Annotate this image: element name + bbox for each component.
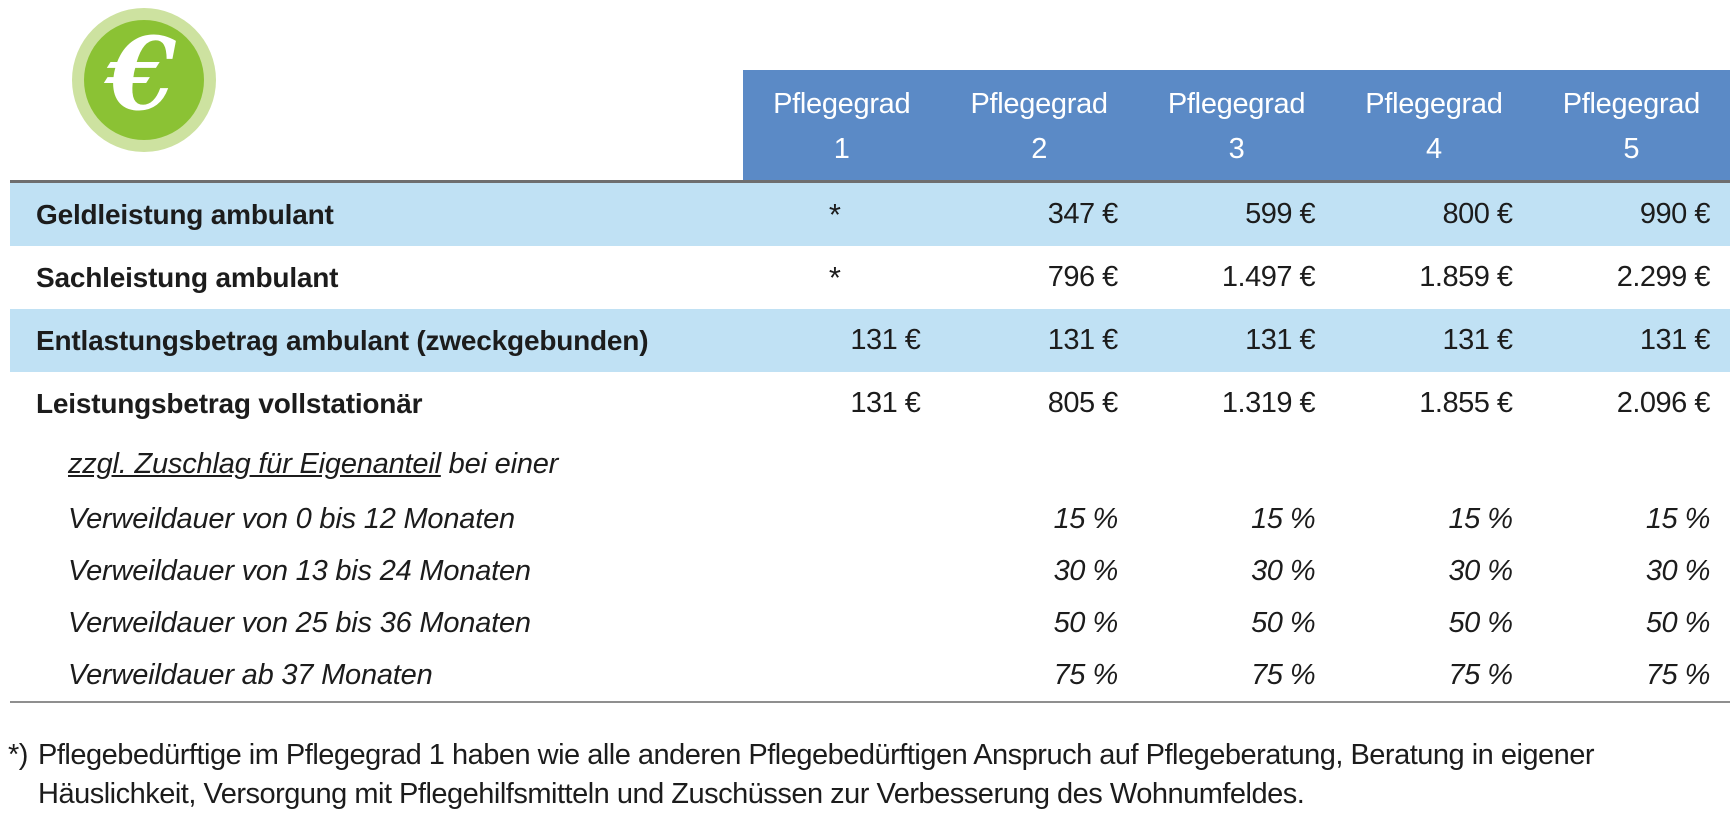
value-cell: 30 %: [1251, 554, 1316, 587]
value-cell: 131 €: [1047, 324, 1118, 356]
header-col-title: Pflegegrad: [1562, 88, 1700, 120]
header-col-number: 3: [1228, 133, 1245, 165]
table-row: [10, 435, 1730, 493]
value-cell: 30 %: [1053, 554, 1118, 587]
row-label: Verweildauer ab 37 Monaten: [68, 658, 433, 691]
footnote-text: [38, 736, 1724, 814]
value-cell: 50 %: [1448, 606, 1513, 639]
value-cell: 30 %: [1448, 554, 1513, 587]
table-row: [10, 309, 1730, 372]
table-bottom-divider: [10, 701, 1730, 703]
euro-coin-icon: [72, 8, 216, 152]
table-row: [10, 372, 1730, 435]
row-label: Leistungsbetrag vollstationär: [36, 387, 423, 419]
header-col-pflegegrad-2: [940, 70, 1137, 180]
row-label: Verweildauer von 25 bis 36 Monaten: [68, 606, 531, 639]
row-label: Sachleistung ambulant: [36, 261, 339, 293]
header-col-title: Pflegegrad: [1167, 88, 1306, 120]
value-cell: 30 %: [1645, 554, 1710, 587]
value-cell: 50 %: [1053, 606, 1118, 639]
row-label: Geldleistung ambulant: [36, 198, 334, 230]
table-row: [10, 183, 1730, 246]
value-cell-asterisk: *: [828, 196, 841, 232]
header-col-number: 5: [1623, 133, 1640, 165]
table-body: [10, 183, 1730, 701]
value-cell: 1.319 €: [1221, 387, 1316, 419]
value-cell: 50 %: [1251, 606, 1316, 639]
value-cell: 2.096 €: [1616, 387, 1710, 419]
value-cell: 131 €: [1442, 324, 1513, 356]
value-cell: 347 €: [1047, 198, 1118, 230]
value-cell: 75 %: [1448, 658, 1513, 691]
header-col-pflegegrad-4: [1335, 70, 1532, 180]
header-col-pflegegrad-5: [1533, 70, 1730, 180]
value-cell: 800 €: [1442, 198, 1513, 230]
value-cell: 990 €: [1639, 198, 1710, 230]
table-row: [10, 246, 1730, 309]
table-row: [10, 545, 1730, 597]
value-cell: 50 %: [1645, 606, 1710, 639]
footnote-marker: *): [8, 739, 28, 771]
row-label: Verweildauer von 0 bis 12 Monaten: [68, 502, 515, 535]
row-label: [10, 448, 743, 481]
header-col-pflegegrad-1: [743, 70, 940, 180]
header-col-title: Pflegegrad: [970, 88, 1108, 120]
header-col-number: 4: [1426, 133, 1442, 165]
header-col-number: 1: [833, 133, 850, 165]
header-col-number: 2: [1031, 133, 1048, 165]
table-row: [10, 493, 1730, 545]
value-cell: 1.497 €: [1221, 261, 1316, 293]
value-cell: 131 €: [1245, 324, 1316, 356]
row-label: Entlastungsbetrag ambulant (zweckgebunden): [36, 324, 649, 356]
value-cell: 15 %: [1251, 502, 1316, 535]
value-cell: 805 €: [1047, 387, 1118, 419]
value-cell: 1.855 €: [1419, 387, 1513, 419]
header-col-title: Pflegegrad: [773, 88, 911, 120]
value-cell: 15 %: [1645, 502, 1710, 535]
value-cell: 599 €: [1245, 198, 1316, 230]
header-col-pflegegrad-3: [1138, 70, 1335, 180]
value-cell-asterisk: *: [828, 259, 841, 295]
value-cell: 131 €: [1639, 324, 1710, 356]
footnote: [8, 736, 1724, 814]
value-cell: 1.859 €: [1419, 261, 1513, 293]
value-cell: 75 %: [1251, 658, 1316, 691]
value-cell: 131 €: [850, 324, 921, 356]
value-cell: 131 €: [850, 387, 921, 419]
value-cell: 796 €: [1047, 261, 1118, 293]
euro-symbol: €: [106, 15, 176, 133]
footnote-line: Pflegebedürftige im Pflegegrad 1 haben wie alle anderen Pflegebedürftigen Anspruch auf Pflegeberatung, Beratung in eigener: [38, 739, 1595, 771]
euro-coin-inner: [84, 15, 204, 140]
footnote-line: Häuslichkeit, Versorgung mit Pflegehilfsmitteln und Zuschüssen zur Verbesserung des Wohnumfeldes.: [38, 778, 1305, 810]
table-row: [10, 597, 1730, 649]
value-cell: 2.299 €: [1616, 261, 1710, 293]
table-header-row: [743, 70, 1730, 180]
value-cell: 75 %: [1053, 658, 1118, 691]
row-label-underlined: zzgl. Zuschlag für Eigenanteil: [68, 447, 441, 480]
header-col-title: Pflegegrad: [1365, 88, 1503, 120]
table-row: [10, 649, 1730, 701]
value-cell: 75 %: [1645, 658, 1710, 691]
value-cell: 15 %: [1053, 502, 1118, 535]
row-label-rest: bei einer: [440, 447, 559, 480]
row-label: Verweildauer von 13 bis 24 Monaten: [68, 554, 531, 587]
value-cell: 15 %: [1448, 502, 1513, 535]
